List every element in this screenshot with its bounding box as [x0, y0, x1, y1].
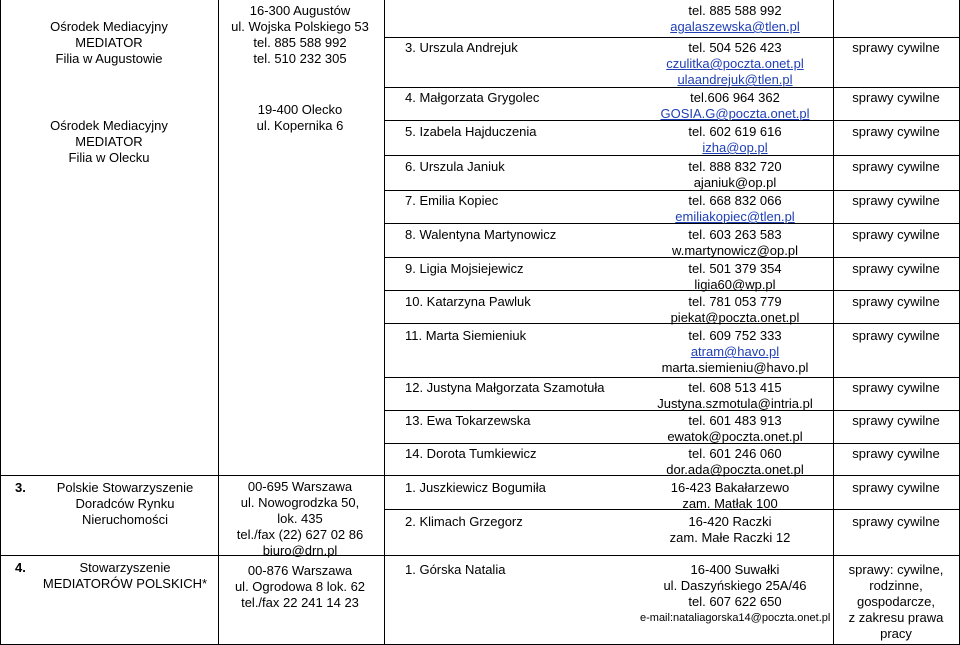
row-divider — [0, 475, 384, 476]
row-divider — [384, 555, 959, 556]
category-label-multi — [835, 562, 957, 642]
address-line: ul. Ogrodowa 8 lok. 62 — [234, 579, 366, 594]
org-line: Polskie Stowarzyszenie — [56, 480, 194, 495]
email-link[interactable]: emiliakopiec@tlen.pl — [675, 209, 795, 224]
category-label: sprawy cywilne — [852, 480, 940, 495]
category-label: sprawy cywilne — [852, 159, 940, 174]
email-link[interactable]: czulitka@poczta.onet.pl — [666, 56, 804, 71]
address-line: 16-423 Bakałarzewo — [670, 480, 790, 495]
email-link[interactable]: izha@op.pl — [702, 140, 768, 155]
org-line: Ośrodek Mediacyjny — [50, 118, 168, 133]
mediator-name: 2. Klimach Grzegorz — [405, 514, 523, 529]
address-line: lok. 435 — [277, 511, 323, 526]
email-text: w.martynowicz@op.pl — [672, 243, 798, 258]
mediator-name: 10. Katarzyna Pawluk — [405, 294, 531, 309]
org-line: Filia w Augustowie — [55, 51, 163, 66]
category-label: sprawy cywilne — [852, 413, 940, 428]
address-line: ul. Kopernika 6 — [256, 118, 344, 133]
phone-text: tel. 602 619 616 — [688, 124, 782, 139]
address-line: tel./fax (22) 627 02 86 — [236, 527, 364, 542]
category-label: sprawy cywilne — [852, 124, 940, 139]
address-line: 16-420 Raczki — [688, 514, 772, 529]
mediator-contact — [640, 261, 830, 293]
org-smp — [40, 560, 210, 592]
email-text: ligia60@wp.pl — [694, 277, 776, 292]
org-line: Stowarzyszenie — [79, 560, 171, 575]
category-line: gospodarcze, — [856, 594, 936, 609]
mediator-contact — [640, 446, 830, 478]
address-line: ul. Wojska Polskiego 53 — [231, 19, 369, 34]
category-line: rodzinne, — [869, 578, 923, 593]
mediator-contact — [640, 413, 830, 445]
mediator-contact — [640, 124, 830, 156]
org-augustow — [4, 19, 214, 67]
address-line: 00-695 Warszawa — [247, 479, 353, 494]
phone-text: tel. 608 513 415 — [688, 380, 782, 395]
category-label: sprawy cywilne — [852, 227, 940, 242]
org-number: 4. — [15, 560, 26, 575]
email-text: marta.siemieniu@havo.pl — [661, 360, 809, 375]
email-text: e-mail:nataliagorska14@poczta.onet.pl — [640, 612, 831, 624]
category-label: sprawy cywilne — [852, 193, 940, 208]
address-augustow — [222, 3, 378, 67]
phone-text: tel. 603 263 583 — [688, 227, 782, 242]
org-psdrn — [40, 480, 210, 528]
category-label: sprawy cywilne — [852, 446, 940, 461]
phone-text: tel. 601 483 913 — [688, 413, 782, 428]
org-line: MEDIATOR — [75, 35, 143, 50]
org-line: Nieruchomości — [82, 512, 168, 527]
address-line: tel./fax 22 241 14 23 — [241, 595, 359, 610]
email-text: dor.ada@poczta.onet.pl — [666, 462, 804, 477]
mediator-name: 12. Justyna Małgorzata Szamotuła — [405, 380, 605, 395]
address-line: 16-400 Suwałki — [690, 562, 780, 577]
column-divider — [218, 0, 219, 645]
org-line: MEDIATORÓW POLSKICH* — [42, 576, 208, 591]
phone-text: tel. 888 832 720 — [688, 159, 782, 174]
mediator-name: 1. Górska Natalia — [405, 562, 506, 577]
mediator-contact — [640, 328, 830, 376]
address-line: zam. Małe Raczki 12 — [669, 530, 791, 545]
phone-text: tel. 668 832 066 — [688, 193, 782, 208]
mediator-name: 13. Ewa Tokarzewska — [405, 413, 531, 428]
mediator-contact — [640, 514, 820, 546]
address-line: 00-876 Warszawa — [247, 563, 353, 578]
address-line: ul. Nowogrodzka 50, — [240, 495, 360, 510]
category-line: sprawy: cywilne, — [848, 562, 944, 577]
org-line: Ośrodek Mediacyjny — [50, 19, 168, 34]
category-label: sprawy cywilne — [852, 40, 940, 55]
org-line: Doradców Rynku — [75, 496, 175, 511]
address-warszawa-2 — [222, 563, 378, 611]
mediator-contact — [640, 562, 830, 626]
category-label: sprawy cywilne — [852, 380, 940, 395]
mediator-contact — [640, 90, 830, 122]
mediator-name: 3. Urszula Andrejuk — [405, 40, 518, 55]
category-line: z zakresu prawa — [848, 610, 944, 625]
mediator-contact — [640, 159, 830, 191]
mediator-contact — [640, 193, 830, 225]
email-link[interactable]: GOSIA.G@poczta.onet.pl — [660, 106, 810, 121]
category-label: sprawy cywilne — [852, 294, 940, 309]
mediator-name: 11. Marta Siemieniuk — [405, 328, 527, 343]
address-line: biuro@drn.pl — [262, 543, 338, 558]
org-olecko — [4, 118, 214, 166]
email-text: piekat@poczta.onet.pl — [670, 310, 800, 325]
mediator-name: 1. Juszkiewicz Bogumiła — [405, 480, 546, 495]
email-text: ewatok@poczta.onet.pl — [667, 429, 803, 444]
mediator-name: 8. Walentyna Martynowicz — [405, 227, 557, 242]
phone-text: tel.606 964 362 — [690, 90, 780, 105]
mediator-name: 5. Izabela Hajduczenia — [405, 124, 537, 139]
email-link[interactable]: ulaandrejuk@tlen.pl — [677, 72, 793, 87]
mediator-contact — [640, 227, 830, 259]
email-link[interactable]: agalaszewska@tlen.pl — [670, 19, 800, 34]
category-label: sprawy cywilne — [852, 514, 940, 529]
address-line: tel. 885 588 992 — [253, 35, 347, 50]
phone-text: tel. 885 588 992 — [688, 3, 782, 18]
phone-text: tel. 601 246 060 — [688, 446, 782, 461]
org-line: Filia w Olecku — [68, 150, 150, 165]
address-line: 19-400 Olecko — [257, 102, 343, 117]
address-warszawa-1 — [222, 479, 378, 559]
mediator-name: 6. Urszula Janiuk — [405, 159, 505, 174]
mediator-contact — [640, 294, 830, 326]
phone-text: tel. 504 526 423 — [688, 40, 782, 55]
email-text: ajaniuk@op.pl — [693, 175, 777, 190]
email-link[interactable]: atram@havo.pl — [690, 344, 780, 359]
mediator-name: 9. Ligia Mojsiejewicz — [405, 261, 524, 276]
address-line: zam. Matłak 100 — [682, 496, 778, 511]
category-line: pracy — [880, 626, 912, 641]
category-label: sprawy cywilne — [852, 261, 940, 276]
row-divider — [384, 377, 959, 378]
address-line: tel. 510 232 305 — [253, 51, 347, 66]
mediator-name: 4. Małgorzata Grygolec — [405, 90, 540, 105]
phone-text: tel. 609 752 333 — [688, 328, 782, 343]
mediator-name: 14. Dorota Tumkiewicz — [405, 446, 537, 461]
email-text: Justyna.szmotula@intria.pl — [657, 396, 813, 411]
category-label: sprawy cywilne — [852, 90, 940, 105]
phone-text: tel. 501 379 354 — [688, 261, 782, 276]
row-divider — [384, 37, 959, 38]
column-divider — [0, 0, 1, 645]
mediator-contact — [640, 40, 830, 88]
phone-text: tel. 781 053 779 — [688, 294, 782, 309]
org-number: 3. — [15, 480, 26, 495]
mediator-contact — [640, 3, 830, 35]
address-line: 16-300 Augustów — [249, 3, 351, 18]
mediator-name: 7. Emilia Kopiec — [405, 193, 499, 208]
category-label: sprawy cywilne — [852, 328, 940, 343]
org-line: MEDIATOR — [75, 134, 143, 149]
address-olecko — [222, 102, 378, 134]
phone-text: tel. 607 622 650 — [688, 594, 782, 609]
address-line: ul. Daszyńskiego 25A/46 — [663, 578, 807, 593]
mediator-contact — [640, 480, 820, 512]
mediator-contact — [640, 380, 830, 412]
